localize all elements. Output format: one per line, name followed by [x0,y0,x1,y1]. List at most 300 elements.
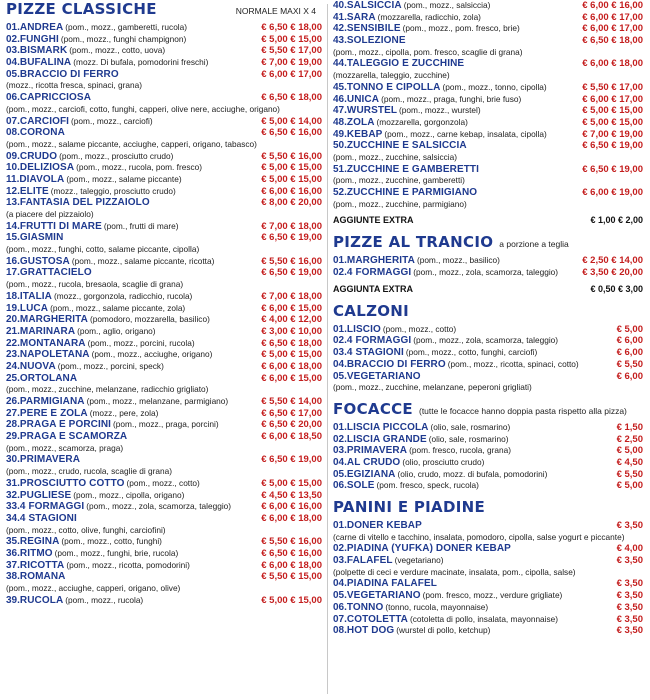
menu-item-description-line [6,443,322,455]
item-number: 10. [6,162,20,174]
focacce-header [333,400,643,422]
menu-item [6,408,322,420]
menu-item [6,490,322,502]
item-price: € 6,00 € 18,00 [261,360,322,372]
item-price: € 3,50 [616,625,643,637]
menu-item-description-line [333,199,643,211]
item-description: (pom., mozz., funghi champignon) [60,33,187,44]
item-price: € 6,00 € 17,00 [582,11,643,23]
classiche-list-continued [333,0,643,210]
item-number: 13. [6,197,20,209]
item-name: GUSTOSA [19,255,70,267]
menu-item [333,105,643,117]
item-number: 47. [333,105,347,117]
extra-price: € 0,50 € 3,00 [590,283,643,294]
item-number: 35. [6,536,20,548]
menu-item [6,373,322,385]
item-description: (mozz., gorgonzola, radicchio, rucola) [53,290,193,301]
menu-item [333,187,643,199]
item-name: BRACCIO DI FERRO [19,68,119,80]
item-number: 23. [6,349,20,361]
item-description: (pom., mozz., salame piccante, acciughe, capperi, origano, tabasco) [6,138,257,149]
item-name: SALSICCIA [346,0,402,11]
item-price: € 8,00 € 20,00 [261,197,322,209]
menu-item [6,396,322,408]
item-description: (pom., mozz., melanzane, parmigiano) [86,396,229,406]
menu-item [6,595,322,607]
item-name: EGIZIANA [346,468,396,480]
panini-header [333,498,643,520]
menu-item-description-line [6,384,322,396]
menu-item [333,94,643,106]
item-number: 30. [6,454,20,466]
left-column [6,0,322,606]
item-price: € 1,50 [616,421,643,433]
menu-item [333,359,643,371]
item-name: SENSIBILE [346,23,401,35]
item-name: CAPRICCIOSA [19,92,92,104]
item-number: 48. [333,116,347,128]
item-price: € 4,50 [616,456,643,468]
item-price: € 3,50 [616,613,643,625]
item-number: 11. [6,173,20,185]
menu-item-description-line [333,175,643,187]
item-price: € 6,00 € 15,00 [261,372,322,384]
item-name: 4 FORMAGGI [346,335,412,347]
item-description: (pom., mozz., zucchine, melanzane, radicchio grigliato) [6,384,209,395]
item-number: 14. [6,220,20,232]
item-description: (pom., mozz., rucola, pom. fresco) [76,162,203,173]
item-number: 36. [6,547,20,559]
item-number: 02. [333,267,347,279]
item-price: € 7,00 € 19,00 [582,128,643,140]
item-price: € 5,00 € 15,00 [582,116,643,128]
item-name: HOT DOG [346,625,395,637]
item-number: 21. [6,325,20,337]
item-name: ZUCCHINE E SALSICCIA [346,140,467,152]
item-name: GIASMIN [19,232,64,244]
section-title-calzoni: CALZONI [333,301,410,320]
item-name: FRUTTI DI MARE [19,220,102,232]
item-price: € 6,50 € 19,00 [261,454,322,466]
item-description: (a piacere del pizzaiolo) [6,209,94,219]
item-number: 04. [333,578,347,590]
item-price: € 5,50 [616,468,643,480]
item-name: REGINA [19,536,60,548]
item-name: CRUDO [19,150,58,162]
item-name: MARINARA [19,325,76,337]
item-description: (pom., mozz., zola, scamorza, taleggio) [413,335,559,346]
item-number: 26. [6,396,20,407]
item-name: CARCIOFI [19,115,70,127]
menu-item [333,35,643,47]
item-number: 02. [333,433,347,445]
item-description: (pom., mozz., salame piccante, zola) [50,302,186,313]
item-price: € 2,50 € 14,00 [582,255,643,267]
item-name: MARGHERITA [346,255,415,267]
item-price: € 6,00 € 17,00 [582,93,643,105]
item-name: TALEGGIO E ZUCCHINE [346,58,465,70]
item-number: 06. [333,480,347,492]
item-price: € 6,00 € 17,00 [582,23,643,35]
item-name: MARGHERITA [19,314,88,326]
item-name: FUNGHI [19,33,59,45]
item-price: € 5,00 [616,480,643,492]
item-price: € 5,50 € 16,00 [261,150,322,162]
item-price: € 6,50 € 19,00 [261,232,322,244]
focacce-subtitle: (tutte le focacce hanno doppia pasta rispetto alla pizza) [418,405,627,416]
menu-item [6,174,322,186]
item-number: 31. [6,477,20,489]
menu-item [333,82,643,94]
item-description: (olio, sale, rosmarino) [428,433,509,444]
classiche-list [6,22,322,606]
section-title-classiche: PIZZE CLASSICHE [6,0,157,18]
item-description: (pom., mozz., porcini, speck) [57,360,164,371]
item-description: (pom., mozz., cotto, olive, funghi, carciofini) [6,524,166,535]
menu-item [6,92,322,104]
menu-item [333,520,643,532]
item-number: 49. [333,128,347,140]
item-name: PERE E ZOLA [19,407,88,419]
menu-item [6,419,322,431]
item-price: € 6,00 [616,347,643,359]
item-name: COTOLETTA [346,613,408,625]
item-price: € 4,50 € 13,50 [261,489,322,501]
menu-item [6,338,322,350]
item-name: SARA [346,11,376,23]
item-price: € 5,00 [616,323,643,335]
item-description: (pom., mozz., cipolla, pom. fresco, scaglie di grana) [333,46,523,57]
menu-item [6,454,322,466]
item-number: 46. [333,93,347,105]
item-name: VEGETARIANO [346,370,421,382]
item-description: (pom., mozz., zucchine, parmigiano) [333,198,467,209]
item-price: € 5,50 € 16,00 [261,536,322,548]
item-description: (olio, crudo, mozz. di bufala, pomodorini) [397,468,548,479]
menu-item-description-line [6,80,322,92]
item-description: (wurstel di pollo, ketchup) [396,625,491,636]
item-number: 28. [6,419,20,431]
item-name: ZUCCHINE E GAMBERETTI [346,163,480,175]
item-description: (pom., mozz., zucchine, melanzane, peperoni grigliati) [333,382,532,393]
menu-item-description-line [333,567,643,579]
menu-item [6,501,322,513]
menu-item-description-line [333,382,643,394]
item-description: (mozz. Di bufala, pomodorini freschi) [73,57,209,68]
item-number: 51. [333,163,347,175]
menu-item [6,560,322,572]
item-description: (pom., mozz., cotto, funghi, carciofi) [405,347,538,358]
item-description: (mozzarella, taleggio, zucchine) [333,70,450,81]
item-description: (tonno, rucola, mayonnaise) [385,601,489,612]
item-number: 40. [333,0,347,11]
item-name: PRIMAVERA [19,454,81,466]
item-description: (pomodoro, mozzarella, basilico) [89,314,210,325]
menu-item-description-line [333,532,643,544]
item-description: (polpette di ceci e verdure macinate, insalata, pom., cipolla, salse) [333,566,576,577]
item-name: PRAGA E SCAMORZA [19,431,128,443]
item-price: € 6,50 € 16,00 [261,547,322,559]
menu-item [333,0,643,12]
item-price: € 6,50 € 20,00 [261,419,322,431]
item-description: (pom., mozz., zola, scamorza, taleggio) [413,267,559,278]
menu-item-description-line [6,279,322,291]
item-price: € 3,50 [616,555,643,567]
item-price: € 6,00 € 15,00 [261,302,322,314]
right-column [333,0,643,637]
item-price: € 6,00 [616,370,643,382]
item-description: (pom., mozz., gamberetti, rucola) [65,22,188,32]
item-description: (carne di vitello e tacchino, insalata, pomodoro, cipolla, salse yogurt e piccante) [333,531,625,542]
item-name: TONNO [346,601,384,613]
panini-list [333,520,643,637]
item-price: € 6,00 € 18,00 [261,512,322,524]
menu-item [333,434,643,446]
item-name: BRACCIO DI FERRO [346,358,446,370]
item-number: 05. [6,68,20,80]
item-price: € 5,50 € 15,00 [261,571,322,583]
item-description: (pom., mozz., cipolla, origano) [73,489,185,500]
trancio-subtitle: a porzione a teglia [499,239,569,250]
menu-item [6,267,322,279]
menu-item [6,151,322,163]
item-name: 4 STAGIONI [346,347,404,359]
item-description: (pom., mozz., rucola) [65,594,144,605]
item-description: (mozzarella, radicchio, zola) [377,11,481,22]
item-price: € 6,50 € 19,00 [582,163,643,175]
item-number: 50. [333,140,347,152]
item-price: € 6,00 € 18,00 [582,58,643,70]
item-price: € 7,00 € 19,00 [261,57,322,69]
item-number: 18. [6,290,20,302]
item-description: (pom., mozz., acciughe, origano) [91,349,213,360]
item-name: GRATTACIELO [19,267,92,279]
menu-item [6,162,322,174]
item-name: UNICA [346,93,380,105]
item-name: ORTOLANA [19,372,78,384]
menu-item [333,267,643,279]
item-description: (pom., mozz., funghi, brie, rucola) [54,547,179,558]
item-description: (pom., mozz., cotto, uova) [69,45,166,56]
calzoni-list [333,324,643,394]
item-price: € 5,00 € 15,00 [582,105,643,117]
item-name: DIAVOLA [19,173,65,185]
item-description: (pom., mozz., basilico) [416,255,500,266]
item-number: 03. [333,347,347,359]
item-number: 29. [6,431,20,443]
classiche-header [6,0,322,22]
menu-item [6,116,322,128]
item-number: 27. [6,407,20,419]
menu-item [333,129,643,141]
item-description: (vegetariano) [394,555,444,566]
focacce-list [333,422,643,492]
item-name: SOLE [346,480,375,492]
item-price: € 5,50 € 17,00 [582,81,643,93]
item-number: 04. [6,57,20,69]
item-name: BUFALINA [19,57,72,69]
section-title-trancio: PIZZE AL TRANCIO [333,233,494,252]
menu-item [333,543,643,555]
menu-item [6,127,322,139]
item-number: 05. [333,468,347,480]
item-description: (pom., mozz., scamorza, praga) [6,442,124,453]
item-number: 17. [6,267,20,279]
item-description: (pom., mozz., zola, scamorza, taleggio) [86,501,232,512]
menu-item [6,291,322,303]
menu-item [6,478,322,490]
item-price: € 6,00 € 16,00 [261,501,322,513]
item-price: € 7,00 € 18,00 [261,290,322,302]
item-description: (pom. fresco, mozz., verdure grigliate) [422,590,563,601]
item-number: 05. [333,590,347,602]
item-description: (pom. fresco, speck, rucola) [376,480,479,491]
item-number: 09. [6,150,20,162]
item-price: € 3,50 [616,578,643,590]
item-number: 19. [6,302,20,314]
item-number: 33. [6,501,20,513]
item-name: 4 FORMAGGI [19,501,85,513]
item-number: 45. [333,81,347,93]
item-name: PRIMAVERA [346,445,408,457]
item-name: LISCIO [346,323,381,335]
item-price: € 6,50 € 19,00 [261,267,322,279]
item-number: 24. [6,360,20,372]
extra-row-classiche [333,213,643,227]
item-price: € 5,50 € 14,00 [261,396,322,407]
item-price: € 5,00 [616,445,643,457]
item-number: 20. [6,314,20,326]
item-price: € 6,00 [616,335,643,347]
item-name: VEGETARIANO [346,590,421,602]
menu-item [333,590,643,602]
menu-item [6,571,322,583]
item-description: (pom., mozz., salsiccia) [403,0,491,10]
item-description: (pom., mozz., tonno, cipolla) [442,81,547,92]
item-number: 08. [6,127,20,139]
menu-item-description-line [6,525,322,537]
item-number: 01. [333,255,347,267]
item-description: (olio, sale, rosmarino) [430,421,511,432]
item-number: 01. [333,323,347,335]
menu-item-description-line [6,244,322,256]
menu-item [333,578,643,590]
item-number: 03. [333,445,347,457]
item-price: € 5,50 [616,358,643,370]
menu-item-description-line [333,152,643,164]
item-number: 16. [6,255,20,267]
menu-item-description-line [333,47,643,59]
item-description: (pom., mozz., funghi, cotto, salame piccante, cipolla) [6,244,200,255]
item-name: PARMIGIANA [19,396,85,407]
menu-item [6,361,322,373]
item-price: € 5,00 € 15,00 [261,173,322,185]
item-description: (pom., mozz., praga, funghi, brie fuso) [381,93,522,104]
item-name: RICOTTA [19,559,65,571]
menu-item [333,23,643,35]
item-description: (pom., mozz., cotto) [126,477,200,488]
item-description: (pom., mozz., prosciutto crudo) [59,150,174,161]
item-name: AL CRUDO [346,456,401,468]
menu-item [333,555,643,567]
menu-item-description-line [6,139,322,151]
section-title-panini: PANINI E PIADINE [333,498,486,516]
item-name: LISCIA PICCOLA [346,421,429,433]
menu-item [6,536,322,548]
item-number: 42. [333,23,347,35]
menu-item [6,186,322,198]
item-price: € 5,00 € 15,00 [261,349,322,361]
item-name: ANDREA [19,22,64,33]
item-name: 4 FORMAGGI [346,267,412,279]
item-name: DONER KEBAP [346,520,422,531]
item-description: (mozz., taleggio, prosciutto crudo) [50,185,176,196]
item-number: 02. [333,335,347,347]
item-price: € 5,00 € 15,00 [261,594,322,606]
menu-item [333,625,643,637]
item-number: 44. [333,58,347,70]
item-description: (mozzarella, gorgonzola) [376,116,468,127]
item-description: (pom., mozz., porcini, rucola) [87,337,195,348]
item-number: 01. [333,421,347,433]
menu-item-description-line [333,70,643,82]
extra-price: € 1,00 € 2,00 [590,215,643,226]
item-name: ITALIA [19,290,52,302]
item-name: PRAGA E PORCINI [19,419,112,431]
item-number: 39. [6,594,20,606]
menu-item-description-line [6,209,322,221]
item-price: € 6,50 € 19,00 [582,140,643,152]
item-name: TONNO E CIPOLLA [346,81,441,93]
menu-item [333,335,643,347]
menu-item [6,314,322,326]
item-number: 03. [333,555,347,567]
item-price: € 5,00 € 15,00 [261,477,322,489]
section-title-focacce: FOCACCE [333,399,413,418]
item-price: € 3,50 [616,601,643,613]
item-description: (pom., mozz., praga, porcini) [113,419,219,430]
item-number: 04. [333,456,347,468]
item-price: € 3,50 € 20,00 [582,267,643,279]
menu-item [6,326,322,338]
item-number: 37. [6,559,20,571]
item-price: € 2,50 [616,433,643,445]
item-description: (pom., mozz., carne kebap, insalata, cipolla) [384,128,547,139]
item-price: € 6,00 € 17,00 [261,68,322,80]
item-description: (mozz., ricotta fresca, spinaci, grana) [6,80,143,91]
menu-item [333,117,643,129]
item-price: € 6,50 € 18,00 [582,35,643,47]
menu-item [6,57,322,69]
item-description: (pom. fresco, rucola, grana) [409,445,511,456]
item-description: (pom., mozz., salame piccante) [66,173,182,184]
menu-item [6,349,322,361]
item-number: 32. [6,489,20,501]
menu-item [333,422,643,434]
menu-item [333,164,643,176]
menu-item [6,256,322,268]
item-price: € 4,00 [616,543,643,555]
menu-item [6,431,322,443]
menu-item [333,324,643,336]
item-name: WURSTEL [346,105,398,117]
item-number: 43. [333,35,347,47]
item-name: DELIZIOSA [19,162,75,174]
item-name: RUCOLA [19,594,64,606]
item-price: € 6,00 € 16,00 [582,0,643,11]
item-name: MONTANARA [19,337,86,349]
